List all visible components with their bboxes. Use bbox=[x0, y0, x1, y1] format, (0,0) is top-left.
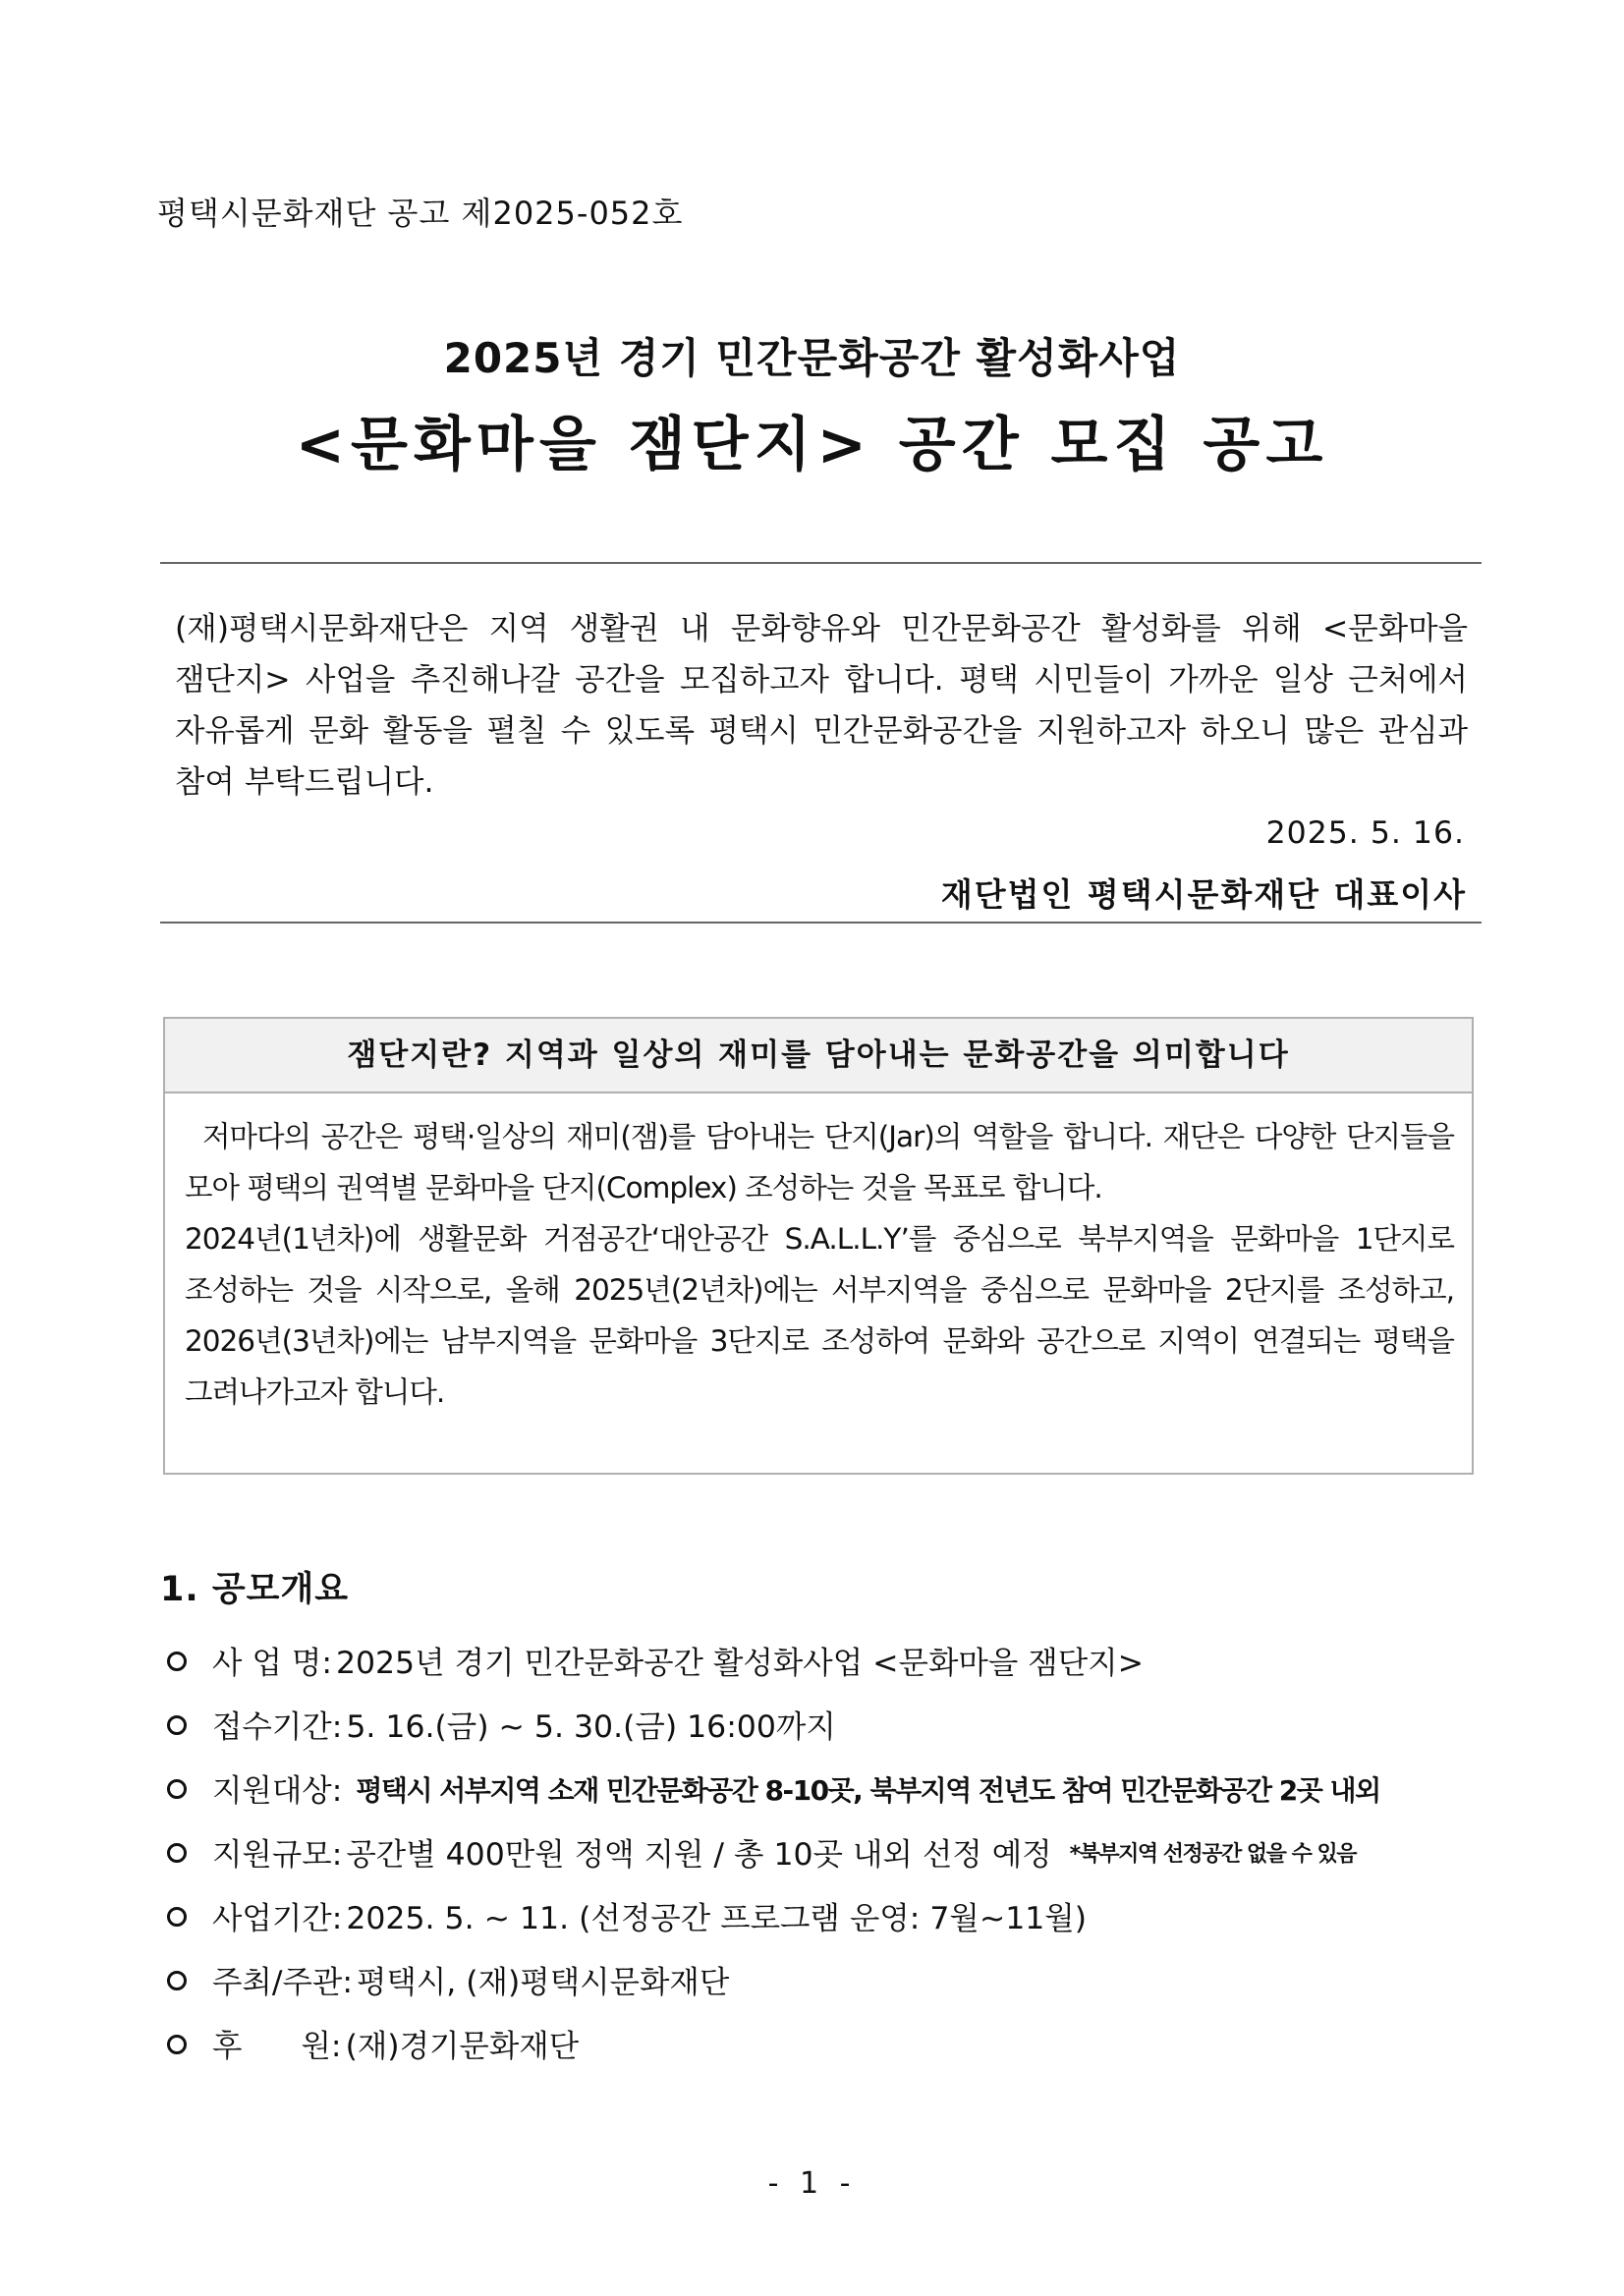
circle-bullet-icon bbox=[167, 1971, 187, 1990]
title-line-2: <문화마을 잼단지> 공간 모집 공고 bbox=[295, 411, 1329, 479]
circle-bullet-icon bbox=[167, 1779, 187, 1799]
overview-list bbox=[167, 1629, 1484, 2076]
item-label: 후 원: bbox=[212, 2029, 342, 2064]
info-box-body bbox=[165, 1093, 1472, 1418]
notice-number: 평택시문화재단 공고 제2025-052호 bbox=[157, 195, 684, 232]
list-item-project-period bbox=[167, 1884, 1484, 1948]
item-value: 2025년 경기 민간문화공간 활성화사업 <문화마을 잼단지> bbox=[335, 1646, 1144, 1681]
list-item-support-scale bbox=[167, 1820, 1484, 1884]
item-label: 사업기간: bbox=[212, 1901, 343, 1936]
circle-bullet-icon bbox=[167, 1652, 187, 1671]
item-label: 지원규모: bbox=[212, 1837, 343, 1873]
info-box bbox=[163, 1017, 1474, 1475]
info-paragraph-2: 2024년(1년차)에 생활문화 거점공간‘대안공간 S.A.L.L.Y’를 중심으로 북부지역을 문화마을 1단지로 조성하는 것을 시작으로, 올해 2025년(2년차)에는 서부지역을 중심으로 문화마을 2단지를 조성하고, 2026년(3년차)에는 남부지역을 문화마을 3단지로 조성하여 문화와 공간으로 지역이 연결되는 평택을 그려나가고자 합니다. bbox=[185, 1222, 1454, 1409]
signature: 재단법인 평택시문화재단 대표이사 bbox=[940, 875, 1467, 914]
divider-top bbox=[160, 562, 1482, 564]
divider-bottom bbox=[160, 922, 1482, 924]
circle-bullet-icon bbox=[167, 2035, 187, 2054]
page-number: - 1 - bbox=[767, 2166, 857, 2201]
notice-date: 2025. 5. 16. bbox=[1265, 815, 1465, 851]
item-value: (재)경기문화재단 bbox=[345, 2029, 580, 2064]
item-label: 지원대상: bbox=[212, 1773, 343, 1809]
item-value: 2025. 5. ~ 11. (선정공간 프로그램 운영: 7월~11월) bbox=[346, 1901, 1088, 1936]
item-label: 접수기간: bbox=[212, 1709, 343, 1745]
item-label: 사 업 명: bbox=[212, 1646, 332, 1681]
item-value: 평택시 서부지역 소재 민간문화공간 8-10곳, 북부지역 전년도 참여 민간문화공간 2곳 내외 bbox=[356, 1773, 1380, 1807]
circle-bullet-icon bbox=[167, 1843, 187, 1863]
list-item-organizer bbox=[167, 1948, 1484, 2012]
item-value: 5. 16.(금) ~ 5. 30.(금) 16:00까지 bbox=[346, 1709, 836, 1745]
list-item-sponsor bbox=[167, 2012, 1484, 2076]
circle-bullet-icon bbox=[167, 1715, 187, 1735]
intro-paragraph: (재)평택시문화재단은 지역 생활권 내 문화향유와 민간문화공간 활성화를 위해 <문화마을 잼단지> 사업을 추진해나갈 공간을 모집하고자 합니다. 평택 시민들이 가까운 일상 근처에서 자유롭게 문화 활동을 펼칠 수 있도록 평택시 민간문화공간을 지원하고자 하오니 많은 관심과 참여 부탁드립니다. bbox=[175, 611, 1468, 800]
list-item-project-name bbox=[167, 1629, 1484, 1693]
list-item-application-period bbox=[167, 1693, 1484, 1757]
section-heading: 1. 공모개요 bbox=[160, 1570, 350, 1609]
item-label: 주최/주관: bbox=[212, 1965, 353, 2000]
title-line-1: 2025년 경기 민간문화공간 활성화사업 bbox=[443, 334, 1181, 382]
item-value: 평택시, (재)평택시문화재단 bbox=[356, 1965, 730, 2000]
info-paragraph-1: 저마다의 공간은 평택·일상의 재미(잼)를 담아내는 단지(Jar)의 역할을 합니다. 재단은 다양한 단지들을 모아 평택의 권역별 문화마을 단지(Complex) 조성하는 것을 목표로 합니다. bbox=[185, 1120, 1454, 1204]
item-note: *북부지역 선정공간 없을 수 있음 bbox=[1069, 1842, 1356, 1867]
circle-bullet-icon bbox=[167, 1907, 187, 1927]
item-value: 공간별 400만원 정액 지원 / 총 10곳 내외 선정 예정 bbox=[346, 1837, 1052, 1873]
info-box-heading: 잼단지란? 지역과 일상의 재미를 담아내는 문화공간을 의미합니다 bbox=[165, 1019, 1472, 1093]
list-item-eligibility bbox=[167, 1757, 1484, 1820]
